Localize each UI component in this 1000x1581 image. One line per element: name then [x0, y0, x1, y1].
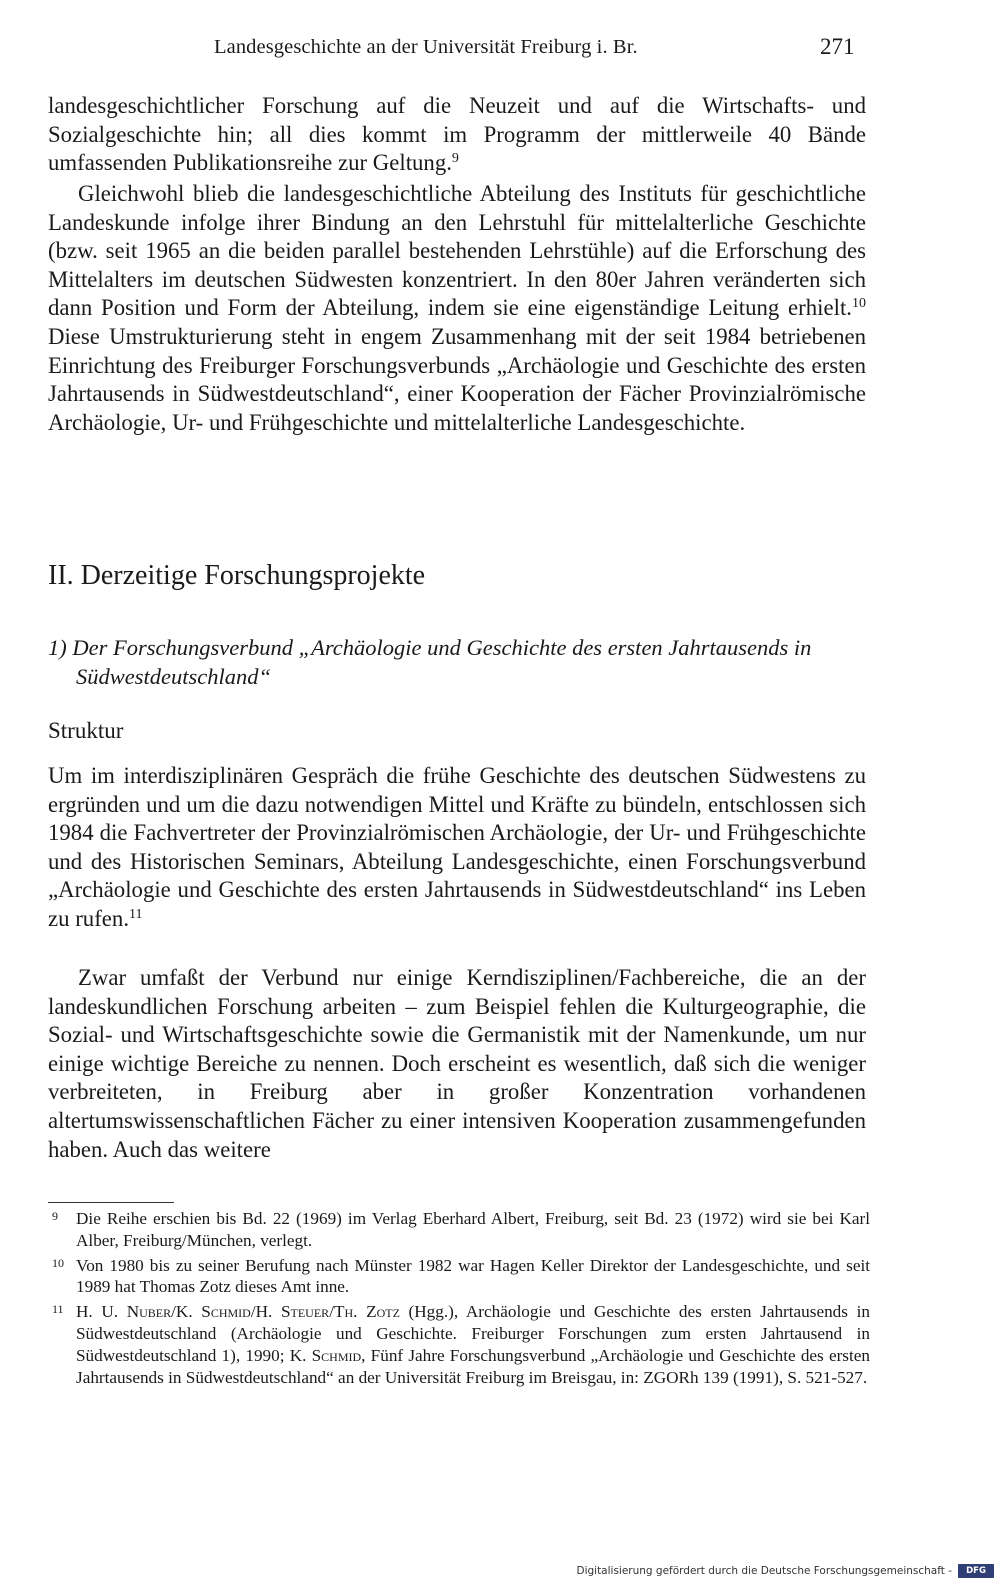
paragraph-2	[48, 180, 866, 437]
footnote-text	[76, 1301, 870, 1388]
paragraph-2b-text: Diese Umstrukturierung steht in engem Zusammenhang mit der seit 1984 betriebenen Einrichtung des Freiburger Forschungsverbunds „Archäologie und Geschichte des ersten Jahrtausends in Südwestdeutschland“, einer Kooperation der Fächer Provinzialrömische Archäologie, Ur- und Frühgeschichte und mittelalterliche Landesgeschichte.	[48, 323, 866, 435]
footnote-text: Die Reihe erschien bis Bd. 22 (1969) im Verlag Eberhard Albert, Freiburg, seit Bd. 23 (1972) wird sie bei Karl Alber, Freiburg/München, verlegt.	[76, 1209, 870, 1250]
footnote-text: Von 1980 bis zu seiner Berufung nach Münster 1982 war Hagen Keller Direktor der Landesgeschichte, und seit 1989 hat Thomas Zotz dieses Amt inne.	[76, 1255, 870, 1297]
digitization-credit: Digitalisierung gefördert durch die Deutsche Forschungsgemeinschaft -	[576, 1565, 952, 1577]
footnote-number: 9	[52, 1209, 58, 1223]
footnote-ref-9[interactable]: 9	[451, 151, 459, 167]
footnote-divider	[48, 1202, 174, 1203]
footnote-ref-10[interactable]: 10	[852, 296, 866, 312]
footnotes	[48, 1208, 870, 1391]
paragraph-1	[48, 92, 866, 178]
paragraph-4-text: Zwar umfaßt der Verbund nur einige Kerndisziplinen/Fachbereiche, die an der landeskundlichen Forschung arbeiten – zum Beispiel fehlen die Kulturgeographie, die Sozial- und Wirtschaftsgeschichte sowie die Germanistik mit der Namenkunde, um nur einige wichtige Bereiche zu nennen. Doch erscheint es wesentlich, daß sich die weniger verbreiteten, in Freiburg aber in großer Konzentration vorhandenen altertumswissenschaftlichen Fächer zu einer intensiven Kooperation zusammengefunden haben. Auch das weitere	[48, 965, 866, 1162]
author-name: K. Schmid	[289, 1345, 362, 1365]
footnote-10	[48, 1255, 870, 1299]
paragraph-3	[48, 762, 866, 934]
author-separator: /	[250, 1302, 256, 1322]
paragraph-3-text: Um im interdisziplinären Gespräch die frühe Geschichte des deutschen Südwestens zu ergründen und um die dazu notwendigen Mittel und Kräfte zu bündeln, entschlossen sich 1984 die Fachvertreter der Provinzialrömischen Archäologie, der Ur- und Frühgeschichte und des Historischen Seminars, Abteilung Landesgeschichte, einen Forschungsverbund „Archäologie und Geschichte des ersten Jahrtausends in Südwestdeutschland“ ins Leben zu rufen.	[48, 763, 866, 931]
section-heading: II. Derzeitige Forschungsprojekte	[48, 560, 426, 591]
paragraph-4	[48, 964, 866, 1164]
author-name: H. U. Nuber	[76, 1302, 172, 1322]
author-name: Th. Zotz	[333, 1302, 400, 1322]
running-title: Landesgeschichte an der Universität Freiburg i. Br.	[214, 36, 638, 58]
struktur-label: Struktur	[48, 718, 124, 743]
running-head	[0, 36, 1000, 68]
footnote-number: 10	[52, 1255, 64, 1270]
author-separator: /	[171, 1302, 176, 1322]
footnote-ref-11[interactable]: 11	[129, 906, 143, 922]
paragraph-2a-text: Gleichwohl blieb die landesgeschichtliche Abteilung des Instituts für geschichtliche Landeskunde infolge ihrer Bindung an den Lehrstuhl für mittelalterliche Geschichte (bzw. seit 1965 an die beiden parallel bestehenden Lehrstühle) auf die Erforschung des Mittelalters im deutschen Südwesten konzentriert. In den 80er Jahren veränderten sich dann Position und Form der Abteilung, indem sie eine eigenständige Leitung erhielt.	[48, 181, 866, 321]
footnote-11	[48, 1301, 870, 1388]
dfg-logo: DFG	[958, 1564, 994, 1578]
paragraph-1-text: landesgeschichtlicher Forschung auf die Neuzeit und auf die Wirtschafts- und Sozialgeschichte hin; all dies kommt im Programm der mittlerweile 40 Bände umfassenden Publikationsreihe zur Geltung.	[48, 93, 866, 176]
footnote-9	[48, 1208, 870, 1252]
subsection-heading: 1) Der Forschungsverbund „Archäologie und Geschichte des ersten Jahrtausends in Südwestdeutschland“	[48, 635, 812, 689]
citation-text: , Fünf Jahre Forschungsverbund „Archäologie und Geschichte des ersten Jahrtausends in Südwestdeutschland“ an der Universität Freiburg im Breisgau, in: ZGORh 139 (1991), S. 521-527.	[76, 1345, 870, 1387]
footnote-number: 11	[52, 1302, 64, 1317]
page-number: 271	[820, 34, 855, 59]
citation-text: (Hgg.), Archäologie und Geschichte des ersten Jahrtausends in Südwestdeutschland (Archäologie und Geschichte. Freiburger Forschungen zum ersten Jahrtausend in Südwestdeutschland 1), 1990;	[76, 1302, 870, 1365]
author-separator: /	[329, 1302, 334, 1322]
author-name: K. Schmid	[175, 1302, 251, 1322]
author-name: H. Steuer	[255, 1302, 330, 1322]
